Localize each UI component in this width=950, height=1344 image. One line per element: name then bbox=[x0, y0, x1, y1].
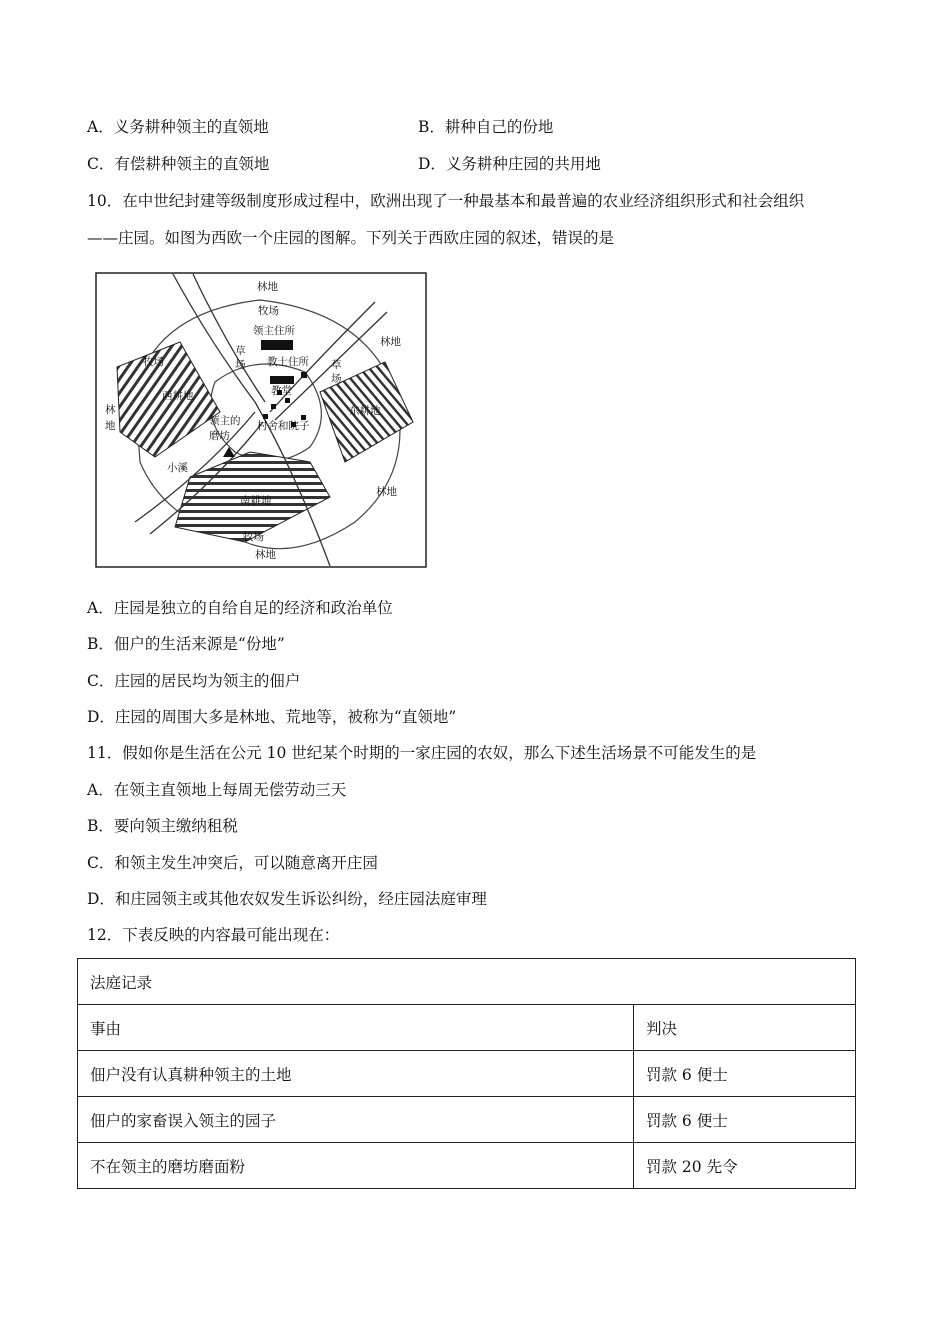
map-label-forest-top: 林地 bbox=[257, 281, 278, 293]
map-label-meadow-w2: 场 bbox=[235, 359, 246, 371]
map-label-south-field: 南耕地 bbox=[240, 495, 272, 507]
map-label-forest-se: 林地 bbox=[376, 486, 397, 498]
q9-option-b: B．耕种自己的份地 bbox=[418, 118, 554, 136]
map-label-meadow-w1: 草 bbox=[235, 345, 246, 357]
map-label-east-field: 东耕地 bbox=[349, 405, 381, 417]
map-label-lord-mill-1: 领主的 bbox=[209, 415, 241, 427]
map-label-meadow-e1: 草 bbox=[331, 359, 342, 371]
map-label-forest-w1: 林 bbox=[105, 404, 116, 416]
row-verdict: 罚款 6 便士 bbox=[634, 1051, 856, 1097]
court-record-table bbox=[77, 958, 856, 1189]
row-cause: 佃户的家畜误入领主的园子 bbox=[78, 1097, 634, 1143]
map-label-forest-ne: 林地 bbox=[380, 336, 401, 348]
map-label-pasture-west: 牧场 bbox=[143, 356, 164, 368]
map-label-forest-bottom: 林地 bbox=[255, 549, 276, 561]
map-label-church: 教堂 bbox=[271, 385, 292, 397]
q10-option-a: A．庄园是独立的自给自足的经济和政治单位 bbox=[87, 599, 393, 617]
q11-option-b: B．要向领主缴纳租税 bbox=[87, 817, 238, 835]
map-label-pasture-bottom: 牧场 bbox=[243, 531, 264, 543]
map-label-lord-mill-2: 磨坊 bbox=[209, 430, 230, 442]
q10-stem-line1: 10．在中世纪封建等级制度形成过程中，欧洲出现了一种最基本和最普遍的农业经济组织形式和社会组织 bbox=[87, 192, 805, 210]
map-label-priest-residence: 教士住所 bbox=[267, 356, 309, 368]
q10-stem-line2: ——庄园。如图为西欧一个庄园的图解。下列关于西欧庄园的叙述，错误的是 bbox=[87, 229, 615, 247]
table-row bbox=[78, 1143, 856, 1189]
row-verdict: 罚款 6 便士 bbox=[634, 1097, 856, 1143]
map-label-village: 村舍和院子 bbox=[257, 420, 310, 432]
q9-option-c: C．有偿耕种领主的直领地 bbox=[87, 155, 270, 173]
map-label-stream: 小溪 bbox=[167, 462, 188, 474]
q10-option-c: C．庄园的居民均为领主的佃户 bbox=[87, 672, 301, 690]
table-row bbox=[78, 1097, 856, 1143]
table-row bbox=[78, 1051, 856, 1097]
manor-map bbox=[95, 272, 427, 568]
q9-option-d: D．义务耕种庄园的共用地 bbox=[418, 155, 601, 173]
q11-option-c: C．和领主发生冲突后，可以随意离开庄园 bbox=[87, 854, 378, 872]
map-label-west-field: 西耕地 bbox=[162, 390, 194, 402]
row-verdict: 罚款 20 先令 bbox=[634, 1143, 856, 1189]
row-cause: 不在领主的磨坊磨面粉 bbox=[78, 1143, 634, 1189]
q10-option-d: D．庄园的周围大多是林地、荒地等，被称为“直领地” bbox=[87, 708, 457, 726]
q11-stem: 11．假如你是生活在公元 10 世纪某个时期的一家庄园的农奴，那么下述生活场景不可能发生的是 bbox=[87, 744, 757, 762]
q11-option-d: D．和庄园领主或其他农奴发生诉讼纠纷，经庄园法庭审理 bbox=[87, 890, 487, 908]
table-title-row bbox=[78, 959, 856, 1005]
map-label-lord-residence: 领主住所 bbox=[253, 325, 295, 337]
table-title: 法庭记录 bbox=[78, 959, 856, 1005]
q11-option-a: A．在领主直领地上每周无偿劳动三天 bbox=[87, 781, 347, 799]
header-cause: 事由 bbox=[78, 1005, 634, 1051]
map-label-pasture-top: 牧场 bbox=[258, 305, 279, 317]
table-header-row bbox=[78, 1005, 856, 1051]
map-label-meadow-e2: 场 bbox=[331, 373, 342, 385]
header-verdict: 判决 bbox=[634, 1005, 856, 1051]
q12-stem: 12．下表反映的内容最可能出现在： bbox=[87, 926, 340, 944]
q9-option-a: A．义务耕种领主的直领地 bbox=[87, 118, 269, 136]
row-cause: 佃户没有认真耕种领主的土地 bbox=[78, 1051, 634, 1097]
map-label-forest-w2: 地 bbox=[105, 420, 116, 432]
q10-option-b: B．佃户的生活来源是“份地” bbox=[87, 635, 285, 653]
